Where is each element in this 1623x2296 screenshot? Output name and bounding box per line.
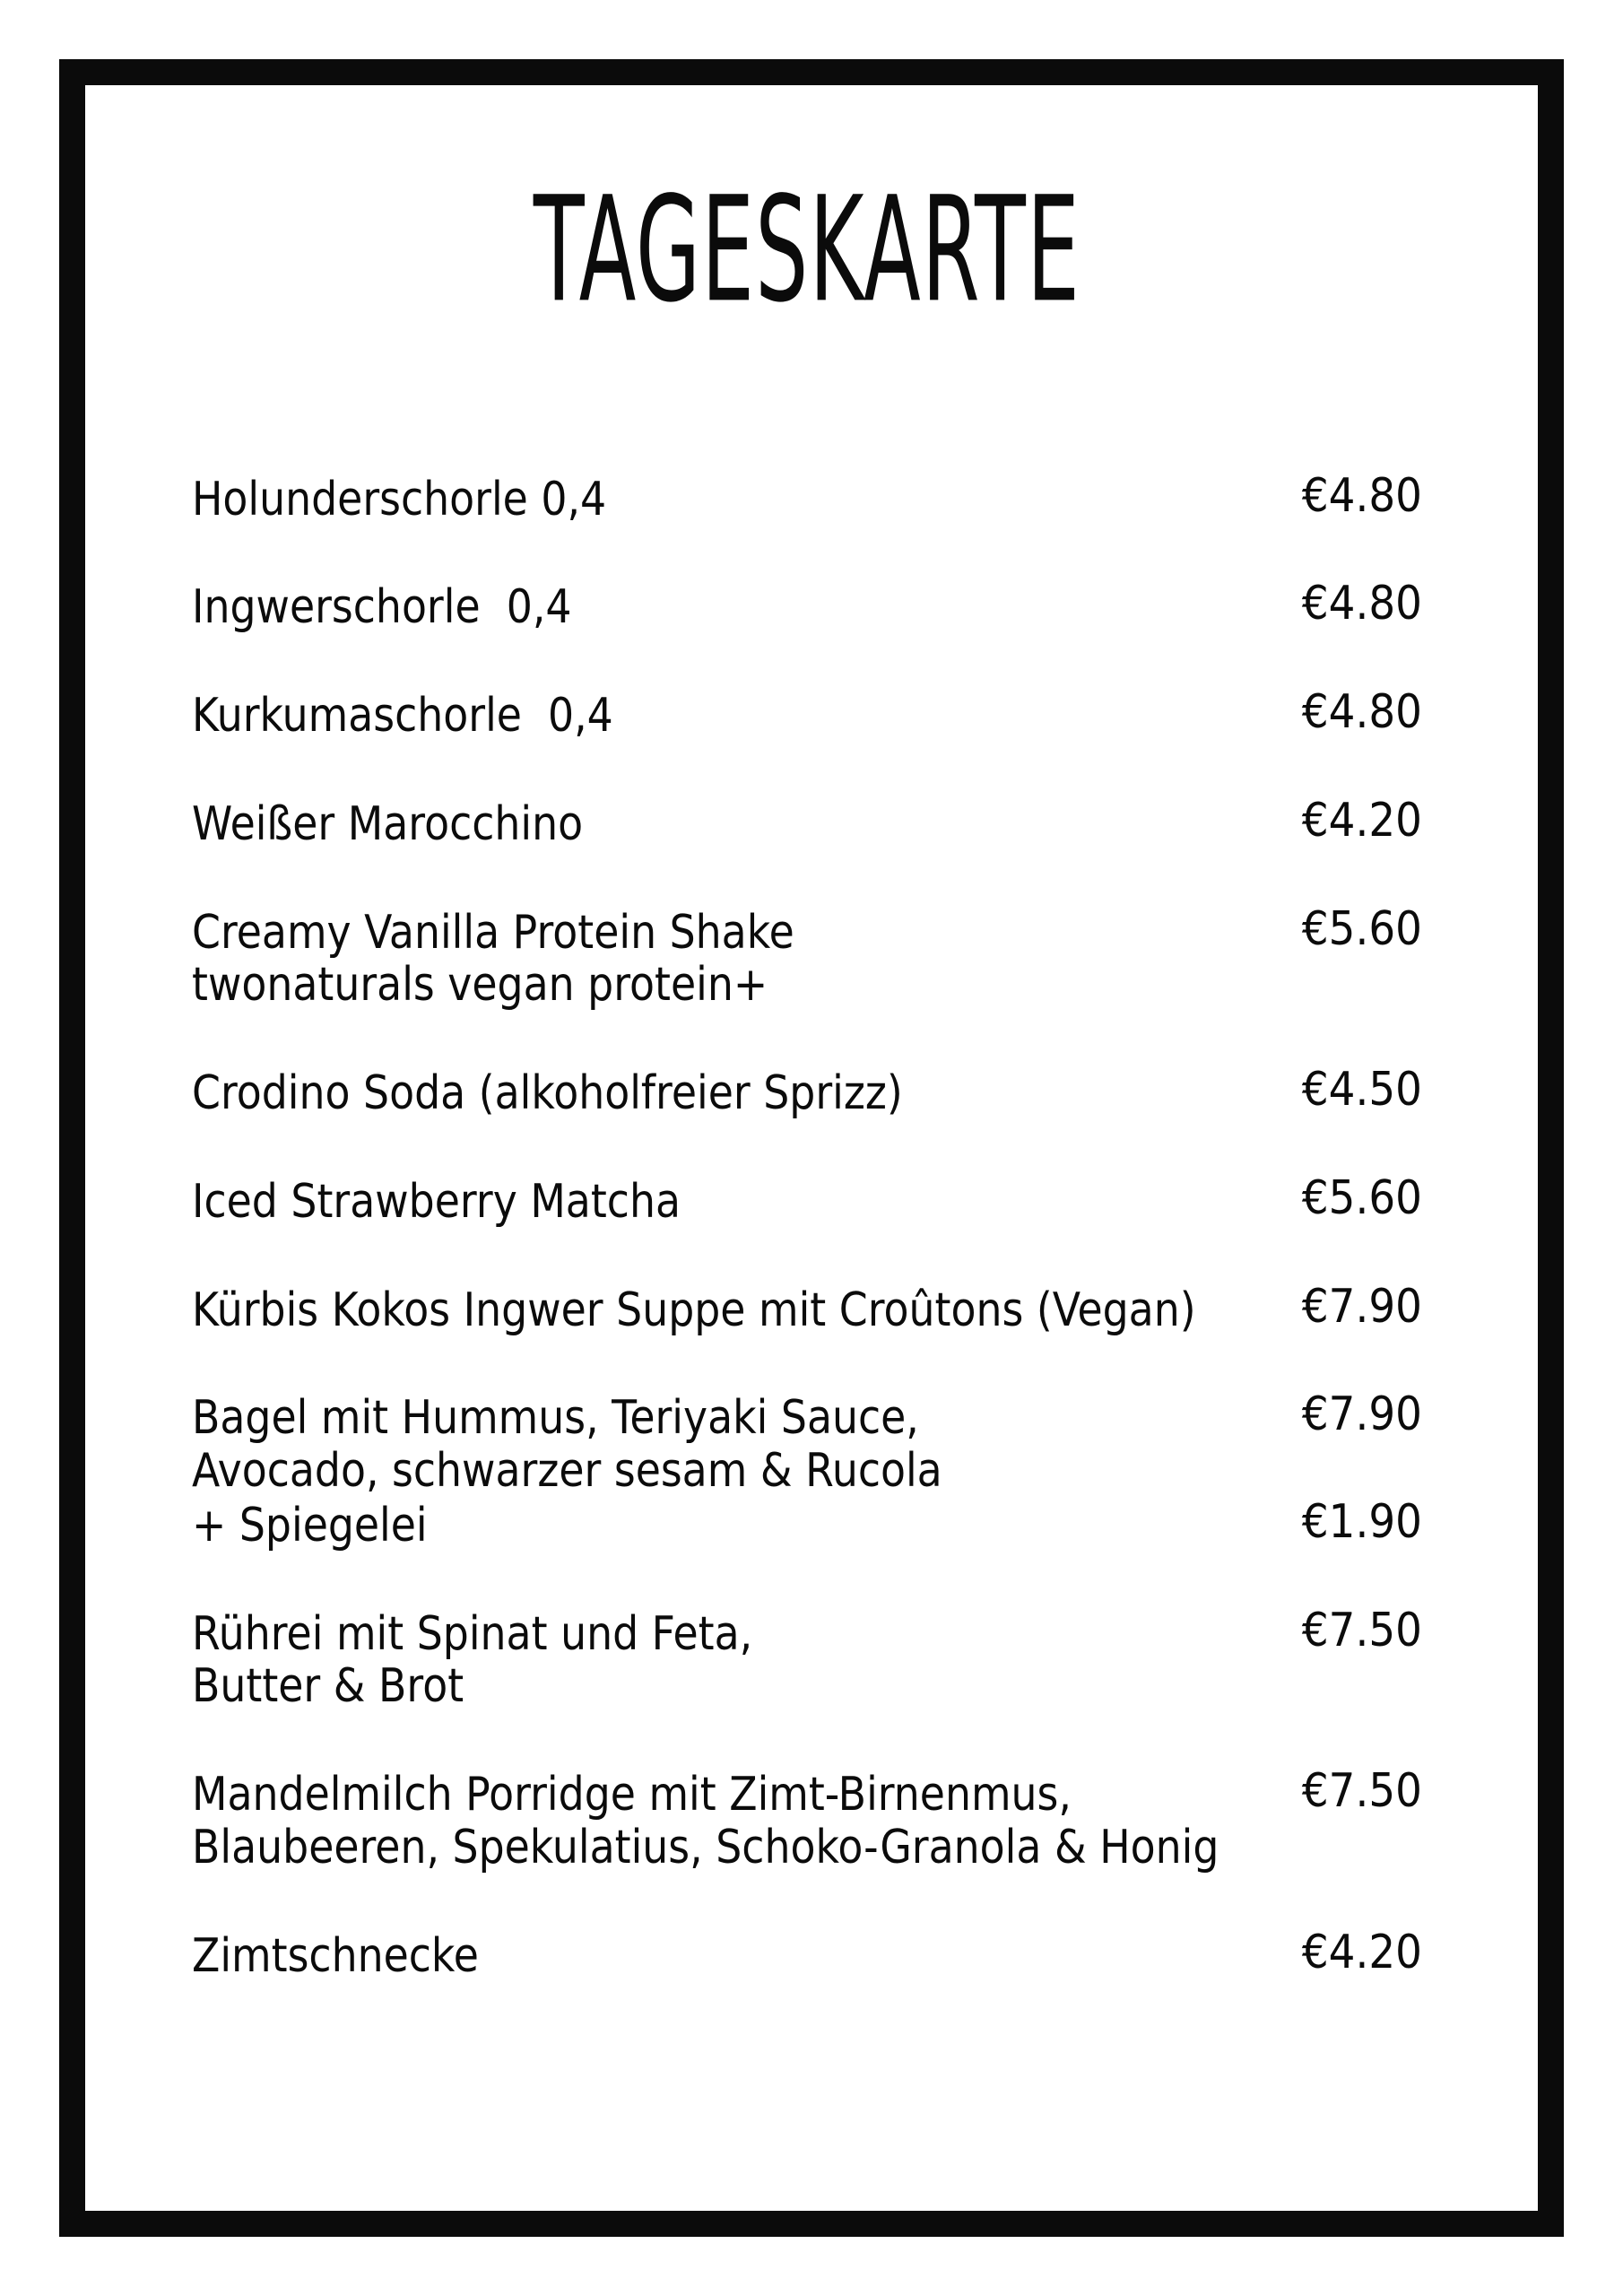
menu-item-price: €7.50 (1302, 1603, 1422, 1657)
menu-item (192, 1170, 1422, 1229)
menu-item (192, 1387, 1422, 1498)
menu-item (192, 577, 1422, 635)
menu-item-name-line: Ingwerschorle 0,4 (192, 580, 572, 635)
menu-item-price: €4.80 (1302, 468, 1422, 523)
menu-item-name-line: Holunderschorle 0,4 (192, 472, 607, 526)
menu-border-frame (59, 59, 1564, 2237)
menu-item-name (192, 690, 1171, 743)
menu-item-name-line: twonaturals vegan protein+ (192, 958, 768, 1013)
menu-item-name-line: Butter & Brot (192, 1659, 464, 1714)
menu-item-price: €7.50 (1302, 1764, 1422, 1818)
menu-item (192, 1279, 1422, 1337)
menu-item-name (192, 1608, 1171, 1714)
menu-item (192, 1603, 1422, 1714)
menu-item (192, 1063, 1422, 1120)
menu-item-addon (192, 1494, 1422, 1552)
menu-list (192, 468, 1422, 1983)
menu-item-name (192, 581, 1171, 634)
menu-card (85, 85, 1538, 2211)
menu-item-name (192, 1500, 1171, 1552)
menu-item-name-line: Creamy Vanilla Protein Shake (192, 905, 794, 960)
menu-item-name-line: Avocado, schwarzer sesam & Rucola (192, 1444, 942, 1498)
menu-item-price: €1.90 (1302, 1494, 1422, 1549)
menu-item-name-line: Bagel mit Hummus, Teriyaki Sauce, (192, 1391, 919, 1446)
menu-item-name (192, 1283, 1196, 1337)
menu-item-name (192, 1768, 1219, 1874)
menu-item-name-line: Kürbis Kokos Ingwer Suppe mit Croûtons (Vegan) (192, 1283, 1196, 1337)
menu-item-price: €4.20 (1302, 793, 1422, 848)
menu-item-name (192, 1176, 1171, 1229)
menu-item-price: €4.50 (1302, 1063, 1422, 1117)
menu-title: TAGESKARTE (533, 166, 1081, 335)
menu-item (192, 901, 1422, 1013)
menu-item (192, 793, 1422, 851)
menu-item-price: €4.80 (1302, 577, 1422, 631)
menu-item-price: €4.20 (1302, 1925, 1422, 1979)
menu-item-name (192, 1930, 1171, 1983)
menu-item (192, 1764, 1422, 1874)
menu-item-name-line: Crodino Soda (alkoholfreier Sprizz) (192, 1066, 903, 1120)
menu-item-name (192, 474, 1171, 526)
menu-item (192, 685, 1422, 743)
menu-item-name-line: Kurkumaschorle 0,4 (192, 689, 613, 743)
menu-item-name (192, 1392, 1171, 1498)
menu-item-name-line: Weißer Marocchino (192, 796, 584, 851)
menu-item (192, 1925, 1422, 1983)
menu-item-name-line: Blaubeeren, Spekulatius, Schoko-Granola & Honig (192, 1820, 1219, 1874)
menu-item-price: €4.80 (1302, 685, 1422, 739)
menu-item-price: €5.60 (1302, 901, 1422, 956)
menu-item-price: €7.90 (1302, 1387, 1422, 1442)
menu-item-name-line: Iced Strawberry Matcha (192, 1174, 681, 1229)
menu-item-name-line: + Spiegelei (192, 1498, 428, 1552)
menu-item-name-line: Mandelmilch Porridge mit Zimt-Birnenmus, (192, 1768, 1072, 1822)
menu-item (192, 468, 1422, 526)
menu-item-name (192, 798, 1171, 851)
menu-item-name (192, 907, 1171, 1013)
menu-item-price: €7.90 (1302, 1279, 1422, 1334)
menu-item-name-line: Zimtschnecke (192, 1928, 479, 1983)
menu-item-name (192, 1067, 1171, 1120)
menu-item-name-line: Rührei mit Spinat und Feta, (192, 1606, 753, 1661)
menu-item-price: €5.60 (1302, 1170, 1422, 1225)
